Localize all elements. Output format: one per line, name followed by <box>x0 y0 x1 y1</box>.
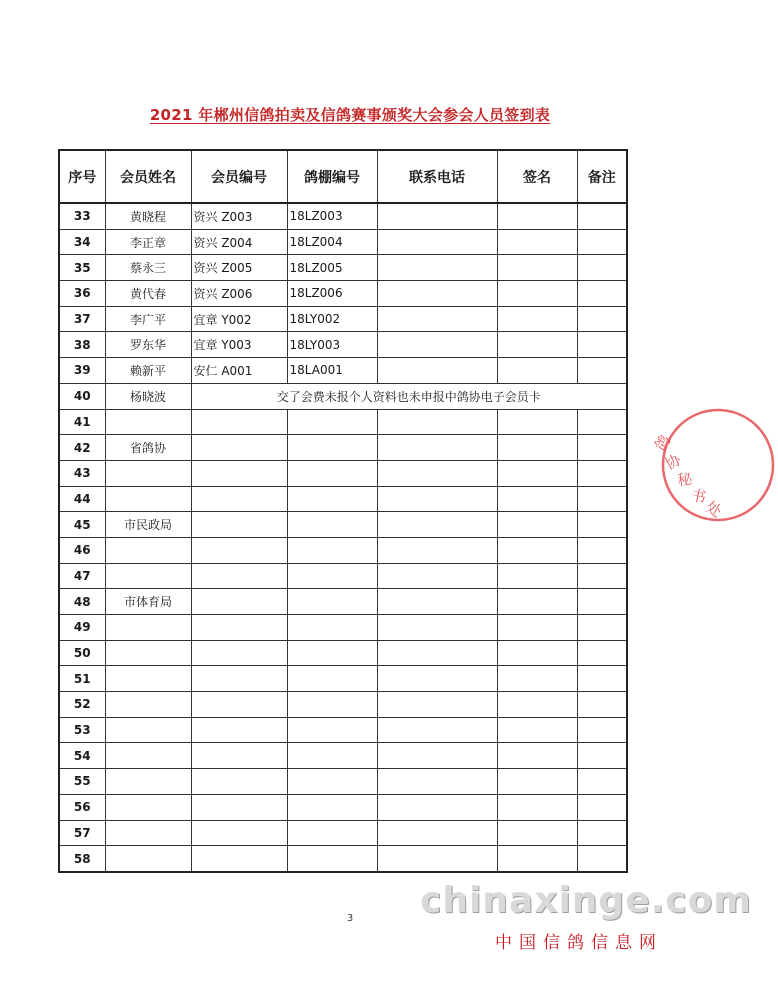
member-id <box>191 717 287 743</box>
loft-id <box>287 743 377 769</box>
loft-id <box>287 846 377 872</box>
member-name <box>105 640 191 666</box>
phone-cell <box>377 358 497 384</box>
loft-id <box>287 409 377 435</box>
col-header-member-id: 会员编号 <box>191 150 287 203</box>
row-number: 42 <box>59 435 105 461</box>
phone-cell <box>377 615 497 641</box>
member-name: 省鸽协 <box>105 435 191 461</box>
member-name <box>105 537 191 563</box>
remarks-cell <box>577 717 627 743</box>
member-id <box>191 615 287 641</box>
remarks-cell <box>577 846 627 872</box>
remarks-cell <box>577 692 627 718</box>
member-name <box>105 615 191 641</box>
row-number: 48 <box>59 589 105 615</box>
member-id: 安仁 A001 <box>191 358 287 384</box>
remarks-cell <box>577 281 627 307</box>
member-name <box>105 769 191 795</box>
phone-cell <box>377 563 497 589</box>
remarks-cell <box>577 794 627 820</box>
table-row <box>59 666 627 692</box>
member-id <box>191 692 287 718</box>
loft-id <box>287 589 377 615</box>
row-number: 34 <box>59 229 105 255</box>
loft-id: 18LZ005 <box>287 255 377 281</box>
phone-cell <box>377 769 497 795</box>
svg-text:鸽: 鸽 <box>651 431 675 455</box>
member-id: 资兴 Z003 <box>191 203 287 229</box>
phone-cell <box>377 666 497 692</box>
remarks-cell <box>577 537 627 563</box>
phone-cell <box>377 846 497 872</box>
member-id: 资兴 Z004 <box>191 229 287 255</box>
table-row <box>59 358 627 384</box>
row-number: 47 <box>59 563 105 589</box>
phone-cell <box>377 794 497 820</box>
member-name: 杨晓波 <box>105 383 191 409</box>
row-number: 36 <box>59 281 105 307</box>
row-number: 55 <box>59 769 105 795</box>
table-row <box>59 332 627 358</box>
loft-id <box>287 717 377 743</box>
table-row <box>59 846 627 872</box>
signature-cell <box>497 409 577 435</box>
row-number: 57 <box>59 820 105 846</box>
loft-id <box>287 486 377 512</box>
member-name <box>105 846 191 872</box>
table-row <box>59 435 627 461</box>
row-number: 37 <box>59 306 105 332</box>
member-id <box>191 846 287 872</box>
phone-cell <box>377 229 497 255</box>
col-header-loft-id: 鸽棚编号 <box>287 150 377 203</box>
row-number: 53 <box>59 717 105 743</box>
member-name: 市体育局 <box>105 589 191 615</box>
loft-id <box>287 460 377 486</box>
member-id <box>191 666 287 692</box>
remarks-cell <box>577 486 627 512</box>
row-number: 52 <box>59 692 105 718</box>
row-number: 39 <box>59 358 105 384</box>
table-row <box>59 409 627 435</box>
table-row <box>59 794 627 820</box>
signature-cell <box>497 666 577 692</box>
loft-id <box>287 435 377 461</box>
member-name <box>105 717 191 743</box>
member-name: 市民政局 <box>105 512 191 538</box>
member-id <box>191 435 287 461</box>
table-row <box>59 615 627 641</box>
signature-cell <box>497 794 577 820</box>
member-name <box>105 666 191 692</box>
signature-cell <box>497 589 577 615</box>
loft-id <box>287 794 377 820</box>
signature-cell <box>497 615 577 641</box>
table-row <box>59 383 627 409</box>
phone-cell <box>377 409 497 435</box>
row-number: 43 <box>59 460 105 486</box>
remarks-cell <box>577 743 627 769</box>
remarks-cell <box>577 203 627 229</box>
row-number: 45 <box>59 512 105 538</box>
remarks-cell <box>577 563 627 589</box>
table-row <box>59 281 627 307</box>
table-row <box>59 820 627 846</box>
member-name: 罗东华 <box>105 332 191 358</box>
member-name <box>105 409 191 435</box>
member-id <box>191 794 287 820</box>
loft-id <box>287 666 377 692</box>
row-number: 33 <box>59 203 105 229</box>
phone-cell <box>377 435 497 461</box>
remarks-cell <box>577 640 627 666</box>
signature-cell <box>497 203 577 229</box>
signature-cell <box>497 537 577 563</box>
phone-cell <box>377 743 497 769</box>
remarks-cell <box>577 769 627 795</box>
svg-text:处: 处 <box>702 497 725 521</box>
table-row <box>59 537 627 563</box>
signature-cell <box>497 229 577 255</box>
table-header-row <box>59 150 627 203</box>
row-number: 41 <box>59 409 105 435</box>
member-name <box>105 794 191 820</box>
member-id <box>191 563 287 589</box>
row-number: 58 <box>59 846 105 872</box>
member-id <box>191 769 287 795</box>
phone-cell <box>377 281 497 307</box>
row-number: 49 <box>59 615 105 641</box>
member-id <box>191 486 287 512</box>
member-name <box>105 743 191 769</box>
loft-id <box>287 615 377 641</box>
svg-text:书: 书 <box>689 486 708 507</box>
loft-id: 18LY002 <box>287 306 377 332</box>
row-number: 40 <box>59 383 105 409</box>
remarks-cell <box>577 255 627 281</box>
member-name: 赖新平 <box>105 358 191 384</box>
remarks-cell <box>577 512 627 538</box>
row-number: 38 <box>59 332 105 358</box>
signature-cell <box>497 460 577 486</box>
row-number: 46 <box>59 537 105 563</box>
table-row <box>59 563 627 589</box>
col-header-remarks: 备注 <box>577 150 627 203</box>
member-id <box>191 537 287 563</box>
signature-cell <box>497 358 577 384</box>
phone-cell <box>377 640 497 666</box>
loft-id <box>287 640 377 666</box>
loft-id: 18LY003 <box>287 332 377 358</box>
table-row <box>59 203 627 229</box>
phone-cell <box>377 486 497 512</box>
loft-id: 18LA001 <box>287 358 377 384</box>
seal-stamp <box>651 405 778 525</box>
loft-id <box>287 563 377 589</box>
member-name <box>105 820 191 846</box>
member-id: 资兴 Z006 <box>191 281 287 307</box>
page-number: 3 <box>346 913 354 924</box>
table-row <box>59 589 627 615</box>
phone-cell <box>377 332 497 358</box>
signature-cell <box>497 717 577 743</box>
signature-cell <box>497 306 577 332</box>
member-name: 黄晓程 <box>105 203 191 229</box>
phone-cell <box>377 692 497 718</box>
signature-cell <box>497 435 577 461</box>
signature-cell <box>497 563 577 589</box>
col-header-signature: 签名 <box>497 150 577 203</box>
signin-table <box>58 149 628 873</box>
loft-id <box>287 692 377 718</box>
member-name <box>105 692 191 718</box>
signature-cell <box>497 692 577 718</box>
svg-text:协: 协 <box>662 450 684 474</box>
member-id: 宜章 Y003 <box>191 332 287 358</box>
member-name: 黄代春 <box>105 281 191 307</box>
phone-cell <box>377 460 497 486</box>
loft-id <box>287 537 377 563</box>
signature-cell <box>497 640 577 666</box>
remarks-cell <box>577 615 627 641</box>
table-row <box>59 306 627 332</box>
row-number: 51 <box>59 666 105 692</box>
row-number: 44 <box>59 486 105 512</box>
phone-cell <box>377 512 497 538</box>
member-id <box>191 640 287 666</box>
remarks-cell <box>577 358 627 384</box>
table-row <box>59 229 627 255</box>
signature-cell <box>497 846 577 872</box>
seal-lettering <box>651 432 725 521</box>
remarks-cell <box>577 332 627 358</box>
member-id <box>191 820 287 846</box>
loft-id <box>287 820 377 846</box>
signature-cell <box>497 486 577 512</box>
table-row <box>59 717 627 743</box>
phone-cell <box>377 203 497 229</box>
remarks-cell <box>577 589 627 615</box>
loft-id <box>287 512 377 538</box>
row-number: 35 <box>59 255 105 281</box>
row-number: 54 <box>59 743 105 769</box>
loft-id: 18LZ006 <box>287 281 377 307</box>
remarks-cell <box>577 306 627 332</box>
member-name <box>105 486 191 512</box>
remarks-cell <box>577 229 627 255</box>
loft-id <box>287 769 377 795</box>
watermark-site: chinaxinge.com <box>420 880 752 921</box>
remarks-cell <box>577 666 627 692</box>
member-name: 蔡永三 <box>105 255 191 281</box>
table-row <box>59 512 627 538</box>
member-name <box>105 460 191 486</box>
phone-cell <box>377 255 497 281</box>
member-name: 李广平 <box>105 306 191 332</box>
table-row <box>59 486 627 512</box>
table-row <box>59 460 627 486</box>
signature-cell <box>497 332 577 358</box>
remarks-cell <box>577 820 627 846</box>
signature-cell <box>497 512 577 538</box>
row-number: 56 <box>59 794 105 820</box>
member-id <box>191 512 287 538</box>
signature-cell <box>497 255 577 281</box>
loft-id: 18LZ003 <box>287 203 377 229</box>
member-id: 宜章 Y002 <box>191 306 287 332</box>
member-name: 李正章 <box>105 229 191 255</box>
table-row <box>59 769 627 795</box>
col-header-phone: 联系电话 <box>377 150 497 203</box>
remarks-cell <box>577 460 627 486</box>
member-name <box>105 563 191 589</box>
remarks-cell <box>577 409 627 435</box>
phone-cell <box>377 306 497 332</box>
watermark-name: 中国信鸽信息网 <box>495 933 663 953</box>
svg-text:秘: 秘 <box>676 469 694 490</box>
member-id <box>191 460 287 486</box>
row-note: 交了会费未报个人资料也未申报中鸽协电子会员卡 <box>191 383 627 409</box>
col-header-name: 会员姓名 <box>105 150 191 203</box>
member-id <box>191 589 287 615</box>
phone-cell <box>377 717 497 743</box>
signature-cell <box>497 769 577 795</box>
table-row <box>59 692 627 718</box>
table-row <box>59 255 627 281</box>
document-title: 2021 年郴州信鸽拍卖及信鸽赛事颁奖大会参会人员签到表 <box>149 106 551 124</box>
col-header-no: 序号 <box>59 150 105 203</box>
member-id <box>191 409 287 435</box>
signature-cell <box>497 281 577 307</box>
table-body <box>59 203 627 872</box>
table-row <box>59 640 627 666</box>
phone-cell <box>377 820 497 846</box>
member-id: 资兴 Z005 <box>191 255 287 281</box>
loft-id: 18LZ004 <box>287 229 377 255</box>
phone-cell <box>377 589 497 615</box>
signature-cell <box>497 820 577 846</box>
phone-cell <box>377 537 497 563</box>
signature-cell <box>497 743 577 769</box>
row-number: 50 <box>59 640 105 666</box>
table-row <box>59 743 627 769</box>
remarks-cell <box>577 435 627 461</box>
member-id <box>191 743 287 769</box>
